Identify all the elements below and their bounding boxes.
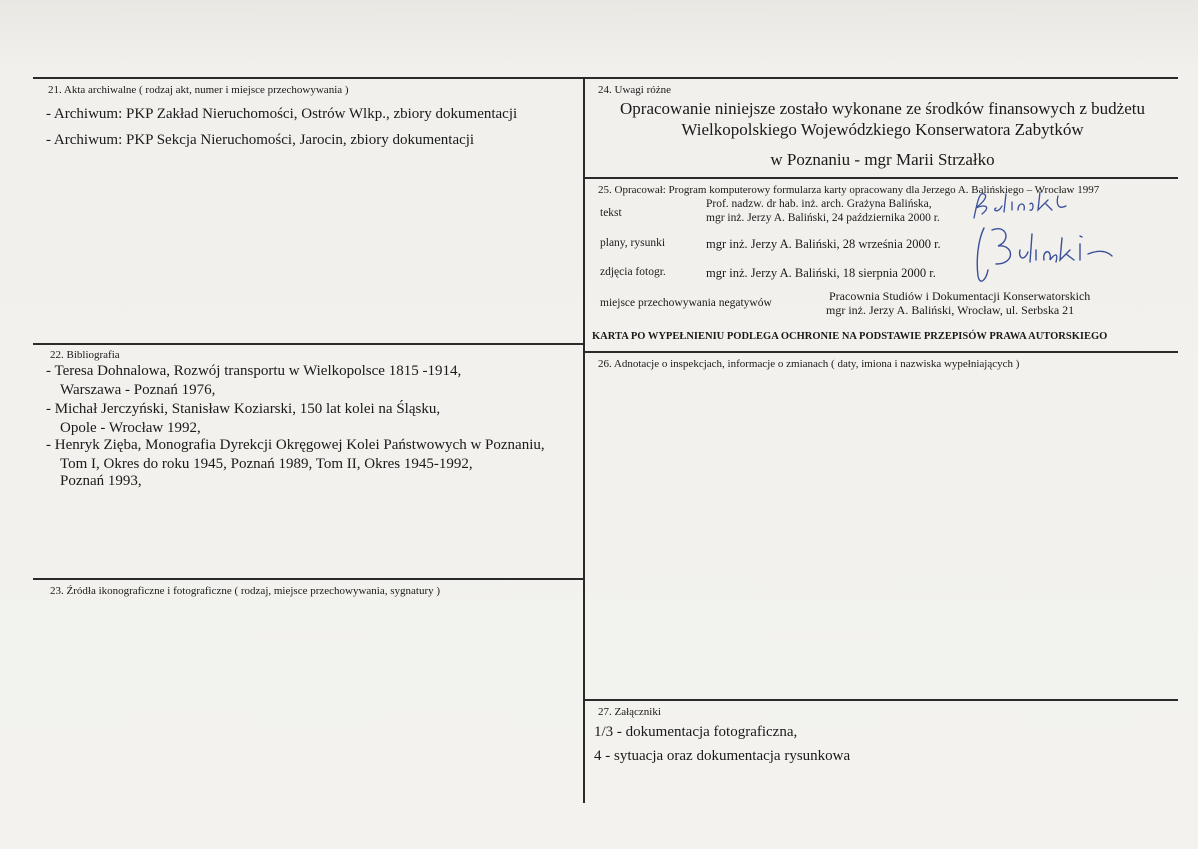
remarks-line-1: Opracowanie niniejsze zostało wykonane ze środków finansowych z budżetu (620, 99, 1145, 118)
bibliography-line-7: Poznań 1993, (60, 473, 142, 489)
bibliography-line-5: - Henryk Zięba, Monografia Dyrekcji Okręgowej Kolei Państwowych w Poznaniu, (46, 437, 545, 453)
negatives-location-1: Pracownia Studiów i Dokumentacji Konserwatorskich (829, 289, 1091, 303)
attachment-item-1: 1/3 - dokumentacja fotograficzna, (594, 724, 798, 740)
bibliography-line-1: - Teresa Dohnalowa, Rozwój transportu w Wielkopolsce 1815 -1914, (46, 363, 462, 379)
negatives-label: miejsce przechowywania negatywów (600, 297, 772, 309)
section-22-label: 22. Bibliografia (50, 349, 120, 361)
remarks-line-2: Wielkopolskiego Wojewódzkiego Konserwatora Zabytków (681, 120, 1084, 139)
attachment-item-2: 4 - sytuacja oraz dokumentacja rysunkowa (594, 748, 851, 764)
negatives-location-2: mgr inż. Jerzy A. Baliński, Wrocław, ul. Serbska 21 (826, 303, 1075, 317)
text-author-label: tekst (600, 207, 622, 219)
photos-author: mgr inż. Jerzy A. Baliński, 18 sierpnia 2000 r. (706, 266, 936, 280)
signature-1-icon (968, 188, 1078, 222)
rule-24-25 (585, 177, 1178, 179)
section-25-label: 25. Opracował: Program komputerowy formularza karty opracowany dla Jerzego A. Balińskiego – Wrocław 1997 (598, 184, 1100, 196)
text-author-line-1: Prof. nadzw. dr hab. inż. arch. Grażyna Balińska, (706, 198, 932, 210)
bibliography-line-2: Warszawa - Poznań 1976, (60, 382, 216, 398)
archive-item-1: - Archiwum: PKP Zakład Nieruchomości, Ostrów Wlkp., zbiory dokumentacji (46, 106, 518, 122)
archive-item-2: - Archiwum: PKP Sekcja Nieruchomości, Jarocin, zbiory dokumentacji (46, 132, 475, 148)
remarks-line-3: w Poznaniu - mgr Marii Strzałko (770, 150, 995, 169)
bibliography-line-4: Opole - Wrocław 1992, (60, 420, 201, 436)
rule-22-23 (33, 578, 585, 580)
rule-21-22 (33, 343, 585, 345)
drawings-author: mgr inż. Jerzy A. Baliński, 28 września 2000 r. (706, 237, 941, 251)
text-author-line-2: mgr inż. Jerzy A. Baliński, 24 października 2000 r. (706, 212, 940, 224)
signature-2-icon (966, 220, 1116, 290)
rule-26-27 (585, 699, 1178, 701)
section-23-label: 23. Źródła ikonograficzne i fotograficzne ( rodzaj, miejsce przechowywania, sygnatury ) (50, 585, 441, 597)
section-21-label: 21. Akta archiwalne ( rodzaj akt, numer i miejsce przechowywania ) (48, 84, 349, 96)
section-24-label: 24. Uwagi różne (598, 84, 672, 96)
photos-label: zdjęcia fotogr. (600, 266, 666, 278)
bibliography-line-6: Tom I, Okres do roku 1945, Poznań 1989, Tom II, Okres 1945-1992, (60, 456, 473, 472)
section-26-label: 26. Adnotacje o inspekcjach, informacje o zmianach ( daty, imiona i nazwiska wypełniających ) (598, 358, 1020, 370)
column-divider (583, 77, 585, 803)
copyright-notice: KARTA PO WYPEŁNIENIU PODLEGA OCHRONIE NA PODSTAWIE PRZEPISÓW PRAWA AUTORSKIEGO (592, 331, 1108, 342)
drawings-label: plany, rysunki (600, 237, 666, 249)
top-rule (33, 77, 1178, 79)
rule-25-26 (585, 351, 1178, 353)
section-27-label: 27. Załączniki (598, 706, 661, 718)
bibliography-line-3: - Michał Jerczyński, Stanisław Koziarski, 150 lat kolei na Śląsku, (46, 401, 441, 417)
